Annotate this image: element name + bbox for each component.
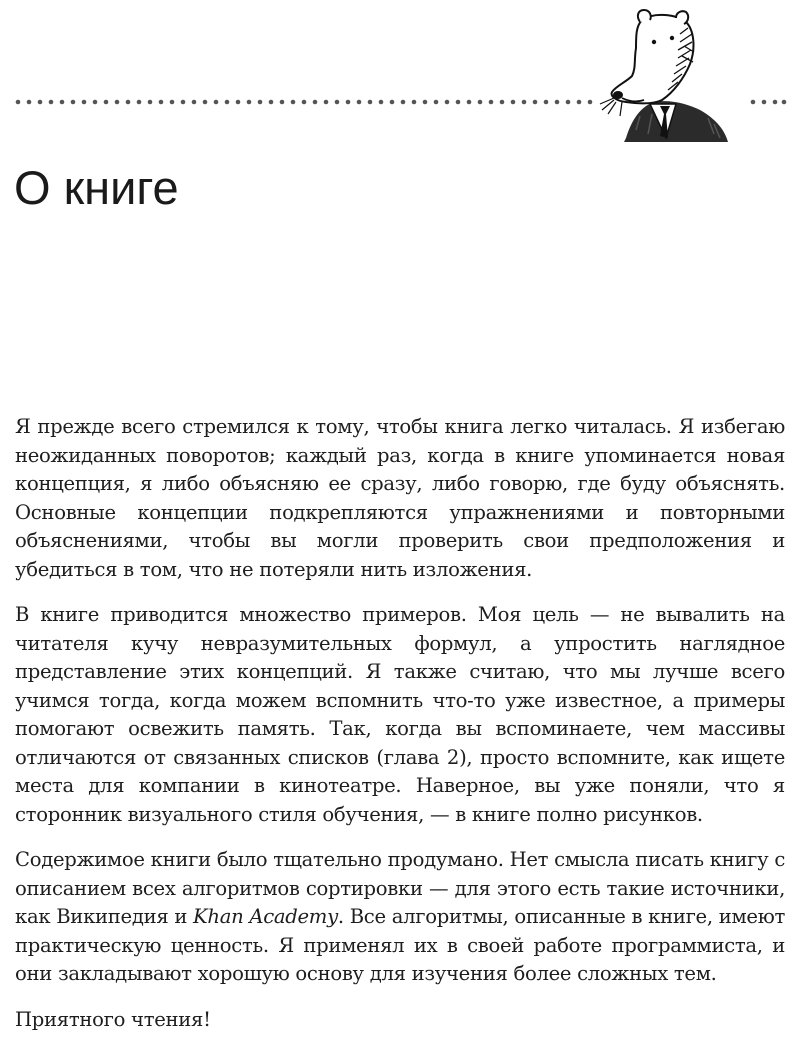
paragraph: В книге приводится множество примеров. Моя цель — не вывалить на читателя кучу невразумительных формул, а упростить наглядное представление этих концепций. Я также считаю, что мы лучше всего учимся тогда, когда можем вспомнить что-то уже известное, а примеры помогают освежить память. Так, когда вы вспоминаете, чем массивы отличаются от связанных списков (глава 2), просто вспомните, как ищете места для компании в кинотеатре. Наверное, вы уже поняли, что я сторонник визуального стиля обучения, — в книге полно рисунков. (15, 603, 785, 826)
paragraph-text: . Все алгоритмы, описанные в книге, имеют практическую ценность. Я применял их в своей работе программиста, и они закладывают хорошую основу для изучения более сложных тем. (15, 905, 786, 985)
paragraph-text: Содержимое книги было тщательно продумано. Нет смысла писать книгу с описанием всех алгоритмов сортировки — для этого есть такие источники, как Википедия и (15, 848, 785, 928)
closing-line: Приятного чтения! (15, 1007, 211, 1031)
paragraph (15, 846, 785, 989)
paragraph: Я прежде всего стремился к тому, чтобы книга легко читалась. Я избегаю неожиданных поворотов; каждый раз, когда в книге упоминается новая концепция, я либо объясняю ее сразу, либо говорю, где буду объяснять. Основные концепции подкрепляются упражнениями и повторными объяснениями, чтобы вы могли проверить свои предположения и убедиться в том, что не потеряли нить изложения. (15, 415, 785, 581)
italic-source-name: Khan Academy (193, 905, 338, 928)
mouse-mascot-icon (596, 6, 736, 146)
page-title: О книге (14, 161, 179, 214)
body-text (15, 413, 785, 1034)
